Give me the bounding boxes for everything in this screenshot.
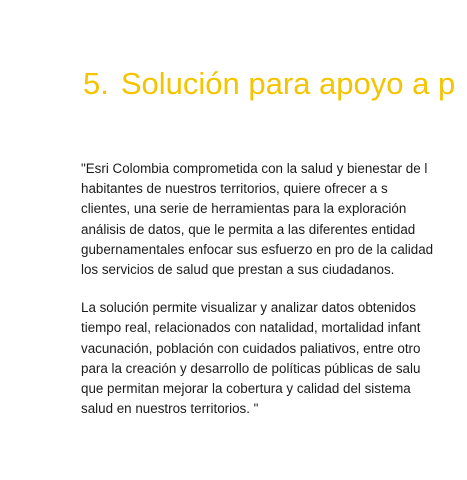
paragraph-1-line: clientes, una serie de herramientas para la exploración [81, 201, 407, 217]
paragraph-spacer [81, 280, 467, 298]
paragraph-1-line: análisis de datos, que le permita a las diferentes entidad [81, 221, 416, 237]
paragraph-1-line: "Esri Colombia comprometida con la salud y bienestar de l [81, 161, 428, 176]
paragraph-2-line: salud en nuestros territorios. " [81, 401, 259, 417]
paragraph-2-line: para la creación y desarrollo de políticas públicas de salu [81, 360, 421, 376]
paragraph-2-line: que permitan mejorar la cobertura y calidad del sistema [81, 381, 411, 397]
title-text: Solución para apoyo a p [120, 66, 456, 101]
title-number: 5. [83, 66, 109, 101]
slide-body [81, 159, 467, 419]
paragraph-2-line: tiempo real, relacionados con natalidad, mortalidad infant [81, 320, 421, 336]
slide-title [83, 64, 455, 104]
paragraph-1-line: gubernamentales enfocar sus esfuerzo en pro de la calidad [81, 241, 434, 257]
paragraph-2-line: vacunación, población con cuidados paliativos, entre otro [81, 340, 421, 356]
paragraph-1-line: habitantes de nuestros territorios, quiere ofrecer a s [81, 181, 388, 197]
paragraph-2-line: La solución permite visualizar y analizar datos obtenidos [81, 300, 416, 316]
paragraph-1-line: los servicios de salud que prestan a sus ciudadanos. [81, 262, 395, 278]
